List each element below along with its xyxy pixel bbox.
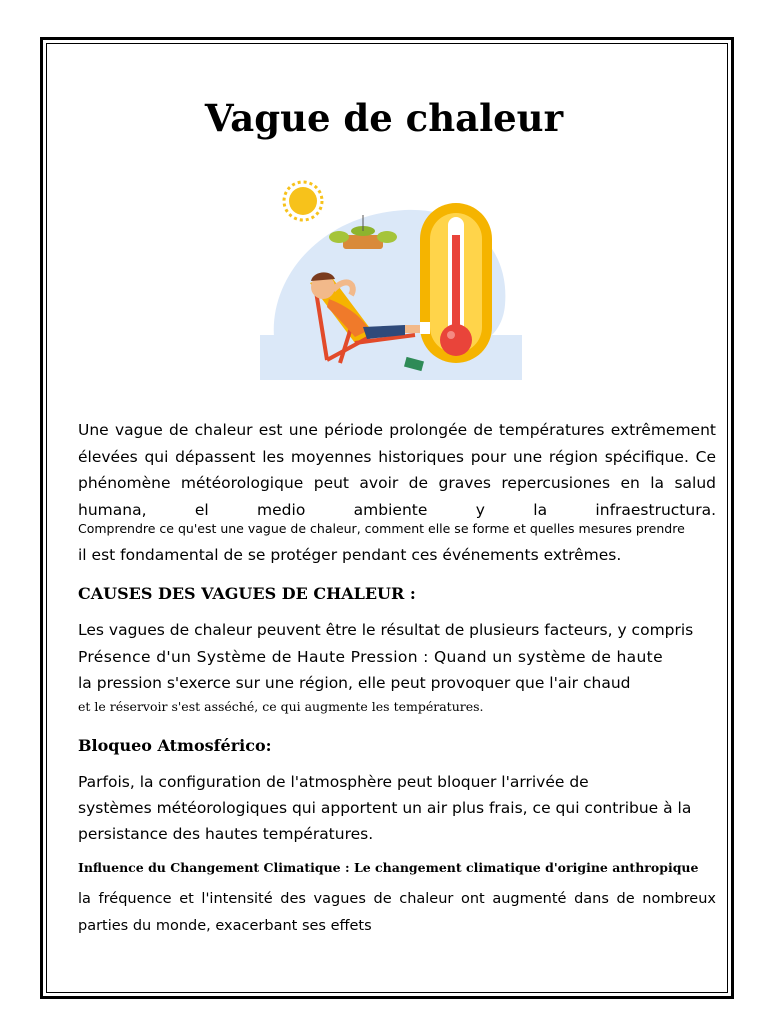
causes-line-1: Les vagues de chaleur peuvent être le résultat de plusieurs facteurs, y compris xyxy=(78,621,694,639)
bloqueo-heading: Bloqueo Atmosférico: xyxy=(78,736,272,755)
intro-paragraph: Une vague de chaleur est une période prolongée de températures extrêmement élevées qui dépassent les moyennes historiques pour une région spécifique. Ce phénomène météorologique peut avoir de graves repercusiones en la salud humana, el medio ambiente y la infraestructura. xyxy=(78,421,716,519)
thermometer-icon xyxy=(420,203,492,363)
intro-small-line: Comprendre ce qu'est une vague de chaleur, comment elle se forme et quelles mesures prendre xyxy=(78,521,685,536)
causes-line-3: la pression s'exerce sur une région, elle peut provoquer que l'air chaud xyxy=(78,674,631,692)
influence-paragraph: la fréquence et l'intensité des vagues de chaleur ont augmenté dans de nombreux parties du monde, exacerbant ses effets xyxy=(78,891,716,934)
causes-line-2: Présence d'un Système de Haute Pression : Quand un système de haute xyxy=(78,648,663,666)
influence-heading: Influence du Changement Climatique : Le changement climatique d'origine anthropique xyxy=(78,860,699,875)
bloqueo-line-3: persistance des hautes températures. xyxy=(78,825,374,843)
bloqueo-line-1: Parfois, la configuration de l'atmosphère peut bloquer l'arrivée de xyxy=(78,773,589,791)
heatwave-illustration-icon xyxy=(255,175,525,385)
intro-line-after: il est fondamental de se protéger pendant ces événements extrêmes. xyxy=(78,546,622,564)
page-title: Vague de chaleur xyxy=(204,96,564,140)
sun-icon xyxy=(284,182,322,220)
bloqueo-line-2: systèmes météorologiques qui apportent un air plus frais, ce qui contribue à la xyxy=(78,799,692,817)
causes-small-line: et le réservoir s'est asséché, ce qui augmente les températures. xyxy=(78,699,484,714)
causes-heading: CAUSES DES VAGUES DE CHALEUR : xyxy=(78,584,416,603)
